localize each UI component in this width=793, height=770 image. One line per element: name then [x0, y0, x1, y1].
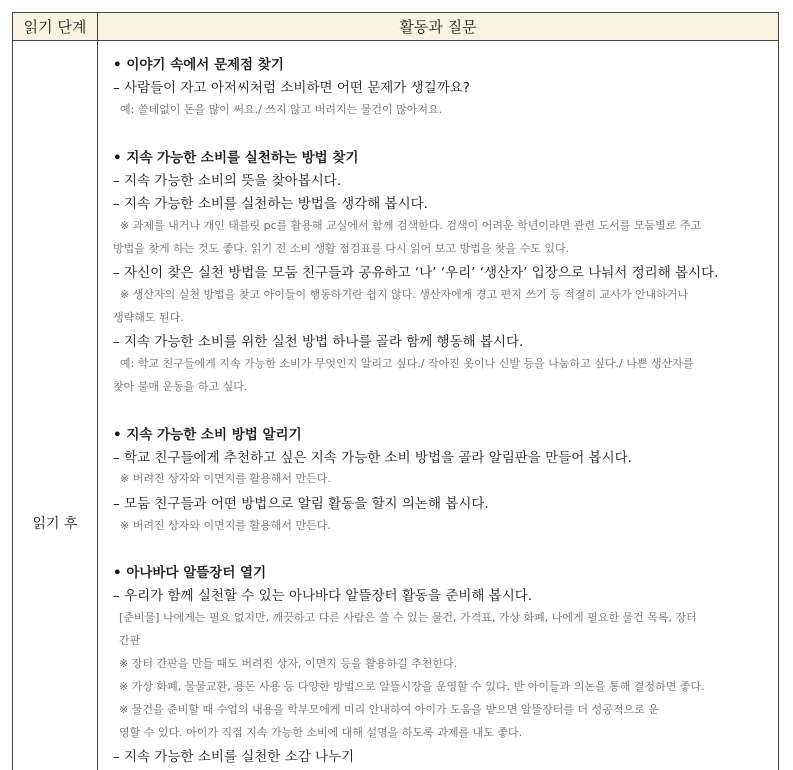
note-line: ※ 장터 간판을 만들 때도 버려진 상자, 이면지 등을 활용하길 추천한다. [119, 655, 457, 671]
table-row [13, 41, 779, 770]
section-heading: • 아나바다 알뜰장터 열기 [113, 561, 266, 581]
stage-label: 읽기 후 [13, 513, 97, 533]
question-line: – 자신이 찾은 실천 방법을 모둠 친구들과 공유하고 ‘나’ ‘우리’ ‘생산자’ 입장으로 나눠서 정리해 봅시다. [113, 261, 718, 281]
note-line: ※ 물건을 준비할 때 수업의 내용을 학부모에게 미리 안내하여 아이가 도움을 받으면 알뜰장터를 더 성공적으로 운 [119, 701, 659, 717]
header-stage: 읽기 단계 [13, 13, 98, 41]
question-line: – 지속 가능한 소비를 실천한 소감 나누기 [113, 745, 354, 765]
section-heading: • 지속 가능한 소비 방법 알리기 [113, 423, 302, 443]
note-line: 영할 수 있다. 아이가 직접 지속 가능한 소비에 대해 설명을 하도록 과제를 내도 좋다. [119, 724, 522, 740]
example-note: 예: 학교 친구들에게 지속 가능한 소비가 무엇인지 알리고 싶다./ 작아진 옷이나 신발 등을 나눔하고 싶다./ 나쁜 생산자를 [120, 355, 693, 371]
note-line: 생략해도 된다. [113, 309, 184, 325]
question-line: – 지속 가능한 소비를 실천하는 방법을 생각해 봅시다. [113, 192, 428, 212]
example-note: 찾아 불매 운동을 하고 싶다. [113, 378, 247, 394]
lesson-plan-table [12, 12, 779, 770]
materials-note: [준비물] 나에게는 필요 없지만, 깨끗하고 다른 사람은 쓸 수 있는 물건, 가격표, 가상 화폐, 나에게 필요한 물건 목록, 장터 [119, 609, 697, 625]
materials-note: 간판 [119, 632, 140, 648]
question-line: – 우리가 함께 실천할 수 있는 아나바다 알뜰장터 활동을 준비해 봅시다. [113, 584, 532, 604]
note-line: ※ 버려진 상자와 이면지를 활용해서 만든다. [120, 470, 331, 486]
activity-content [98, 41, 778, 770]
header-activity: 활동과 질문 [98, 13, 779, 41]
stage-cell [13, 41, 98, 770]
section-heading: • 이야기 속에서 문제점 찾기 [113, 53, 284, 73]
example-note: 예: 쓸데없이 돈을 많이 써요./ 쓰지 않고 버려지는 물건이 많아져요. [120, 101, 442, 117]
note-line: ※ 생산자의 실천 방법을 찾고 아이들이 행동하기란 쉽지 않다. 생산자에게 경고 편지 쓰기 등 적절히 교사가 안내하거나 [120, 286, 688, 302]
question-line: – 사람들이 자고 아저씨처럼 소비하면 어떤 문제가 생길까요? [113, 76, 470, 96]
question-line: – 모둠 친구들과 어떤 방법으로 알림 활동을 할지 의논해 봅시다. [113, 492, 489, 512]
note-line: ※ 과제를 내거나 개인 태블릿 pc를 활용해 교실에서 함께 검색한다. 검색이 어려운 학년이라면 관련 도서를 모둠별로 주고 [120, 217, 701, 233]
activity-cell [98, 41, 779, 770]
question-line: – 지속 가능한 소비를 위한 실천 방법 하나를 골라 함께 행동해 봅시다. [113, 330, 523, 350]
note-line: ※ 버려진 상자와 이면지를 활용해서 만든다. [120, 517, 331, 533]
note-line: ※ 가상 화폐, 물물교환, 용돈 사용 등 다양한 방법으로 알뜰시장을 운영할 수 있다. 반 아이들과 의논을 통해 결정하면 좋다. [119, 678, 705, 694]
note-line: 방법을 찾게 하는 것도 좋다. 읽기 전 소비 생활 점검표를 다시 읽어 보고 방법을 찾을 수도 있다. [113, 240, 569, 256]
question-line: – 학교 친구들에게 추천하고 싶은 지속 가능한 소비 방법을 골라 알림판을 만들어 봅시다. [113, 446, 632, 466]
section-heading: • 지속 가능한 소비를 실천하는 방법 찾기 [113, 146, 358, 166]
table-header-row [13, 13, 779, 41]
question-line: – 지속 가능한 소비의 뜻을 찾아봅시다. [113, 169, 341, 189]
